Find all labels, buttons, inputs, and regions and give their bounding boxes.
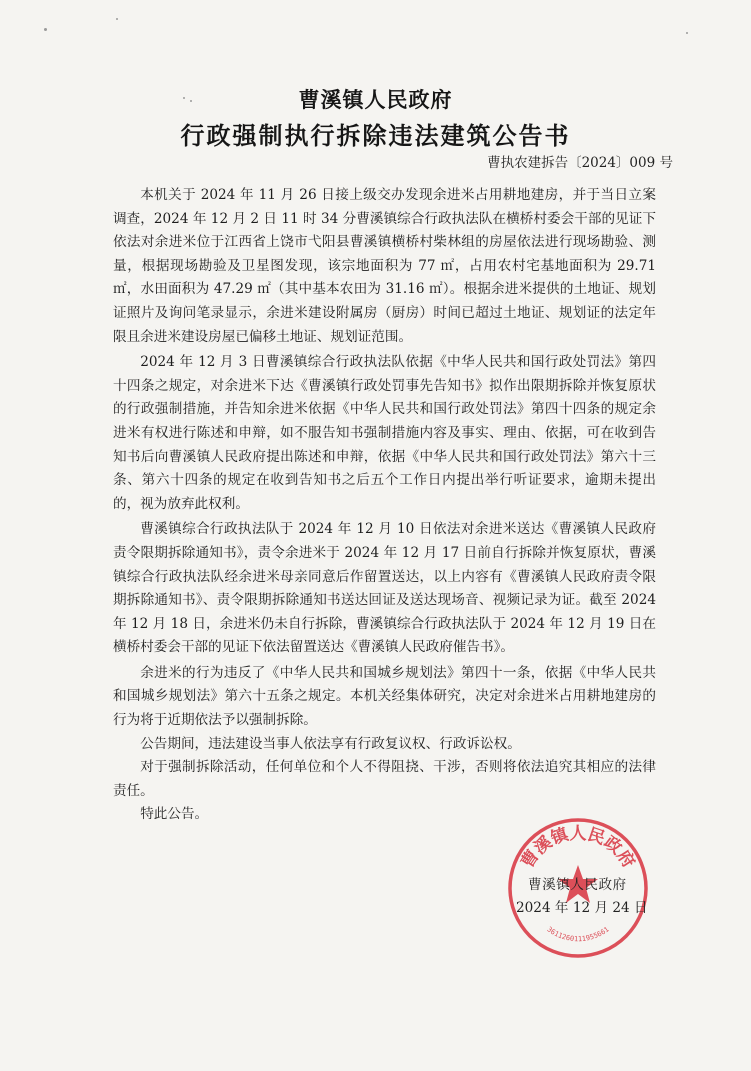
body-paragraph: 余进米的行为违反了《中华人民共和国城乡规划法》第四十一条，依据《中华人民共和国城乡规划法》第六十五条之规定。本机关经集体研究，决定对余进米占用耕地建房的行为将于近期依法予以强制拆除。 bbox=[113, 664, 656, 729]
document-number: 曹执农建拆告〔2024〕009 号 bbox=[487, 155, 673, 171]
seal-serial: 3611260111955661 bbox=[545, 925, 611, 944]
body-paragraph: 特此公告。 bbox=[140, 806, 209, 823]
signature-date: 2024 年 12 月 24 日 bbox=[516, 900, 648, 916]
org-title: 曹溪镇人民政府 bbox=[298, 87, 453, 112]
document-body bbox=[113, 184, 656, 827]
signature-org: 曹溪镇人民政府 bbox=[528, 877, 627, 893]
scan-speck bbox=[116, 18, 118, 20]
body-paragraph: 曹溪镇综合行政执法队于 2024 年 12 月 10 日依法对余进米送达《曹溪镇人民政府责令限期拆除通知书》，责令余进米于 2024 年 12 月 17 日前自行拆除并恢复原状，曹溪镇综合行政执法队经余进米母亲同意后作留置送达，以上内容有《曹溪镇人民政府责令限期拆除通知书》、责令限期拆除通知书送达回证及送达现场音、视频记录为证。截至 2024 年 12 月 18 日，余进米仍未自行拆除，曹溪镇综合行政执法队于 2024 年 12 月 19 日在横桥村委会干部的见证下依法留置送达《曹溪镇人民政府催告书》。 bbox=[113, 521, 656, 656]
scan-speck bbox=[686, 32, 688, 34]
seal-top-text: 曹溪镇人民政府 bbox=[517, 823, 639, 872]
scan-speck bbox=[44, 28, 47, 31]
body-paragraph: 本机关于 2024 年 11 月 26 日接上级交办发现余进米占用耕地建房，并于当日立案调查，2024 年 12 月 2 日 11 时 34 分曹溪镇综合行政执法队在横桥村委会干部的见证下依法对余进米位于江西省上饶市弋阳县曹溪镇横桥村柴林组的房屋依法进行现场勘验、测量，根据现场勘验及卫星图发现，该宗地面积为 77 ㎡，占用农村宅基地面积为 29.71 ㎡，水田面积为 47.29 ㎡（其中基本农田为 31.16 ㎡）。根据余进米提供的土地证、规划证照片及询问笔录显示，余进米建设附属房（厨房）时间已超过土地证、规划证的法定年限且余进米建设房屋已偏移土地证、规划证范围。 bbox=[113, 187, 656, 345]
body-paragraph: 对于强制拆除活动，任何单位和个人不得阻挠、干涉，否则将依法追究其相应的法律责任。 bbox=[113, 759, 656, 799]
body-paragraph: 2024 年 12 月 3 日曹溪镇综合行政执法队依据《中华人民共和国行政处罚法》第四十四条之规定，对余进米下达《曹溪镇行政处罚事先告知书》拟作出限期拆除并恢复原状的行政强制措施，并告知余进米依据《中华人民共和国行政处罚法》第四十四条的规定余进米有权进行陈述和申辩，如不服告知书强制措施内容及事实、理由、依据，可在收到告知书后向曹溪镇人民政府提出陈述和申辩，依据《中华人民共和国行政处罚法》第六十三条、第六十四条的规定在收到告知书之后五个工作日内提出举行听证要求，逾期未提出的，视为放弃此权利。 bbox=[113, 354, 656, 512]
document-title: 行政强制执行拆除违法建筑公告书 bbox=[180, 121, 571, 150]
body-paragraph: 公告期间，违法建设当事人依法享有行政复议权、行政诉讼权。 bbox=[140, 735, 521, 752]
